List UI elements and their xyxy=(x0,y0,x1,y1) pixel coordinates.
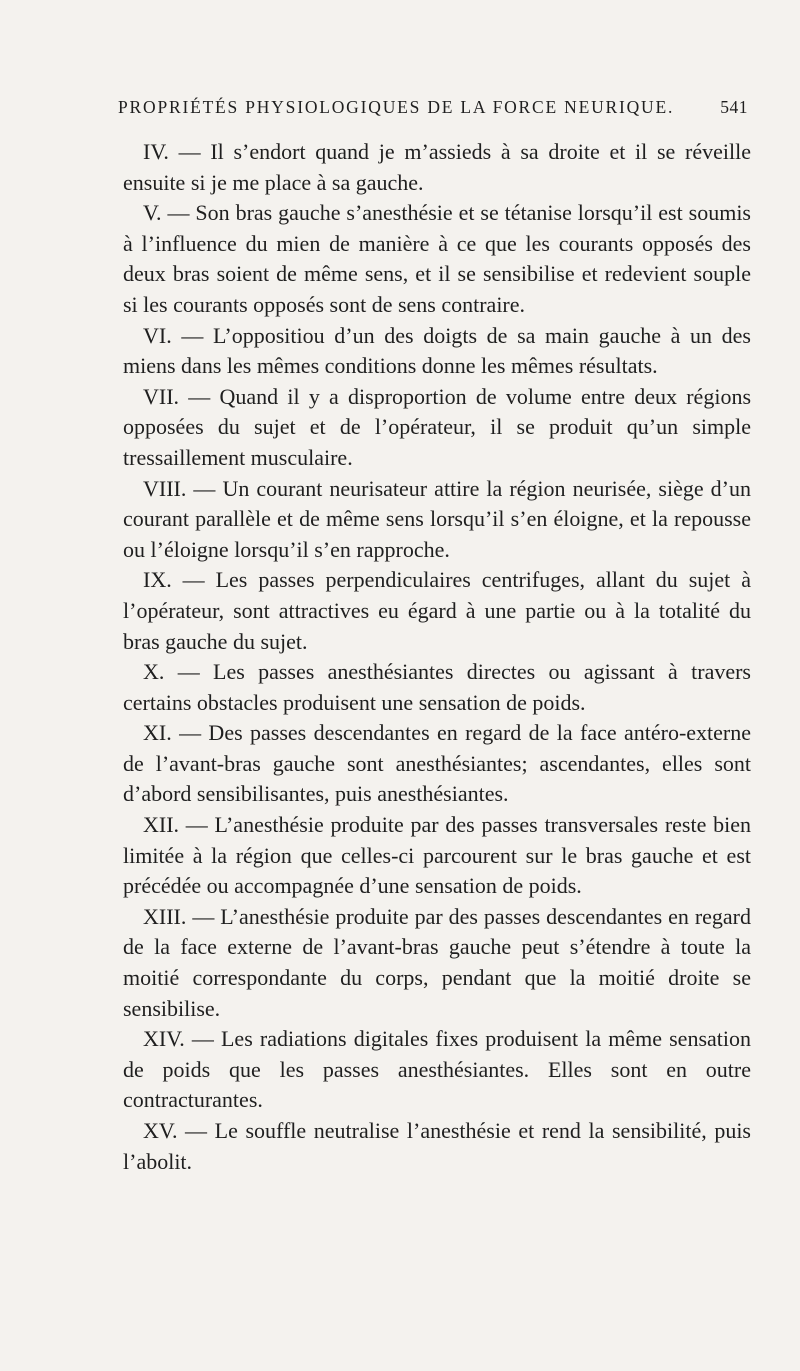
paragraph-xv: XV. — Le souffle neutralise l’anesthésie et rend la sensibilité, puis l’abolit. xyxy=(123,1118,751,1174)
paragraph-xiv: XIV. — Les radiations digitales fixes produisent la même sensation de poids que les passes anesthésiantes. Elles sont en outre contracturantes. xyxy=(123,1026,751,1113)
paragraph-v: V. — Son bras gauche s’anesthésie et se tétanise lorsqu’il est soumis à l’influence du mien de manière à ce que les courants opposés des deux bras soient de même sens, et il se sensibilise et redevient souple si les courants opposés sont de sens contraire. xyxy=(123,200,751,317)
paragraph-vii: VII. — Quand il y a disproportion de volume entre deux régions opposées du sujet et de l’opérateur, il se produit qu’un simple tressaillement musculaire. xyxy=(123,383,751,470)
running-title: PROPRIÉTÉS PHYSIOLOGIQUES DE LA FORCE NEURIQUE. xyxy=(118,97,675,117)
paragraph-xii: XII. — L’anesthésie produite par des passes transversales reste bien limitée à la région que celles-ci parcourent sur le bras gauche et est précédée ou accompagnée d’une sensation de poids. xyxy=(123,812,751,899)
body-text xyxy=(123,137,751,1177)
paragraph-viii: VIII. — Un courant neurisateur attire la région neurisée, siège d’un courant parallèle et de même sens lorsqu’il s’en éloigne, et la repousse ou l’éloigne lorsqu’il s’en rapproche. xyxy=(123,475,751,562)
paragraph-x: X. — Les passes anesthésiantes directes ou agissant à travers certains obstacles produisent une sensation de poids. xyxy=(123,659,751,715)
paragraph-xi: XI. — Des passes descendantes en regard de la face antéro-externe de l’avant-bras gauche sont anesthésiantes; ascendantes, elles sont d’abord sensibilisantes, puis anesthésiantes. xyxy=(123,720,751,807)
paragraph-xiii: XIII. — L’anesthésie produite par des passes descendantes en regard de la face externe de l’avant-bras gauche peut s’étendre à toute la moitié correspondante du corps, pendant que la moitié droite se sensibilise. xyxy=(123,903,751,1021)
running-head xyxy=(118,97,748,127)
page-number: 541 xyxy=(720,97,748,117)
paragraph-vi: VI. — L’oppositiou d’un des doigts de sa main gauche à un des miens dans les mêmes conditions donne les mêmes résultats. xyxy=(123,322,751,379)
paragraph-iv: IV. — Il s’endort quand je m’assieds à sa droite et il se réveille ensuite si je me place à sa gauche. xyxy=(123,139,751,195)
paragraph-ix: IX. — Les passes perpendiculaires centrifuges, allant du sujet à l’opérateur, sont attractives eu égard à une partie ou à la totalité du bras gauche du sujet. xyxy=(123,567,751,654)
